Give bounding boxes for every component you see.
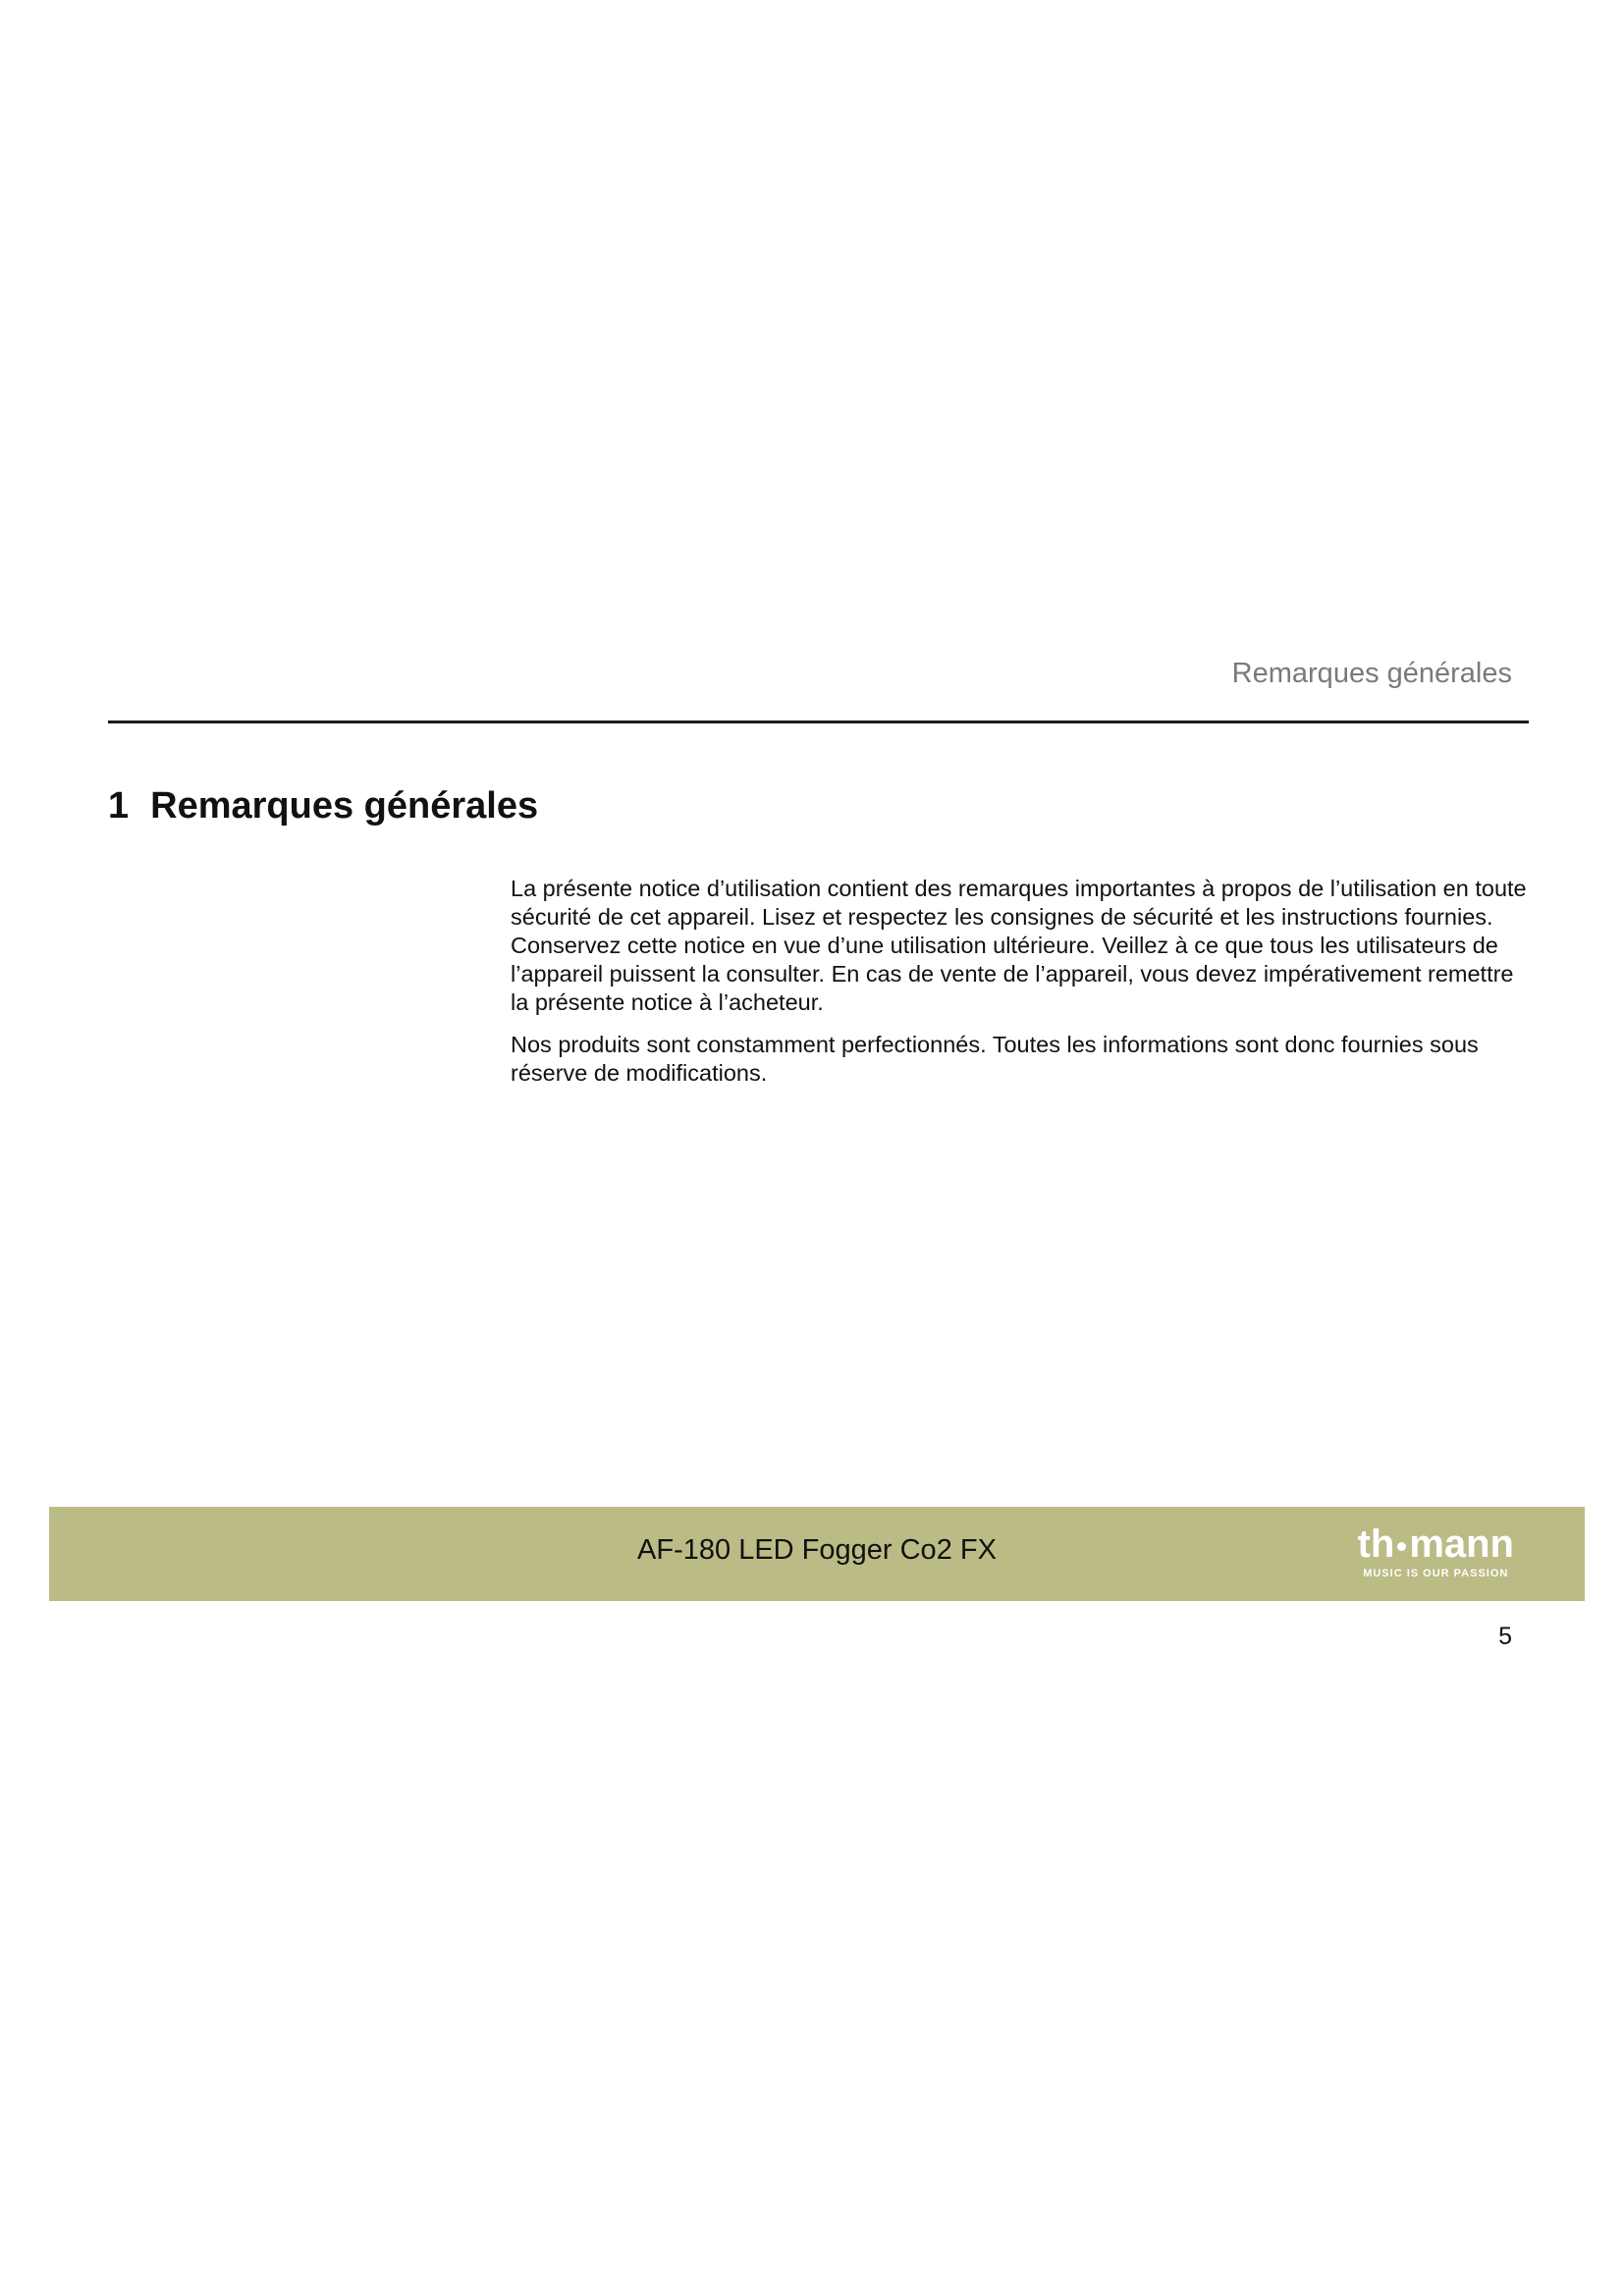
page-number: 5 [1498,1623,1512,1650]
paragraph: La présente notice d’utilisation contient des remarques importantes à propos de l’utilisation en toute sécurité de cet appareil. Lisez et respectez les consignes de sécurité et les instructions fournies. Conservez cette notice en vue d’une utilisation ultérieure. Veillez à ce que tous les utilisateurs de l’appareil puissent la consulter. En cas de vente de l’appareil, vous devez impérativement remettre la présente notice à l’acheteur. [511,876,1527,1015]
logo-dot-icon [1397,1542,1406,1551]
logo-word-right: mann [1409,1522,1514,1566]
chapter-title-text: Remarques générales [150,785,539,827]
logo-wordmark [1358,1524,1514,1564]
header-rule [108,721,1529,723]
running-header: Remarques générales [1231,658,1512,689]
thomann-logo [1358,1524,1514,1579]
chapter-title [108,785,538,828]
logo-tagline: MUSIC IS OUR PASSION [1363,1568,1509,1579]
body-text [511,875,1532,1101]
logo-word-left: th [1357,1522,1395,1566]
footer-band [49,1507,1585,1601]
footer-product-name: AF-180 LED Fogger Co2 FX [637,1534,997,1566]
chapter-number: 1 [108,785,130,827]
paragraph: Nos produits sont constamment perfectionnés. Toutes les informations sont donc fournies sous réserve de modifications. [511,1032,1479,1086]
